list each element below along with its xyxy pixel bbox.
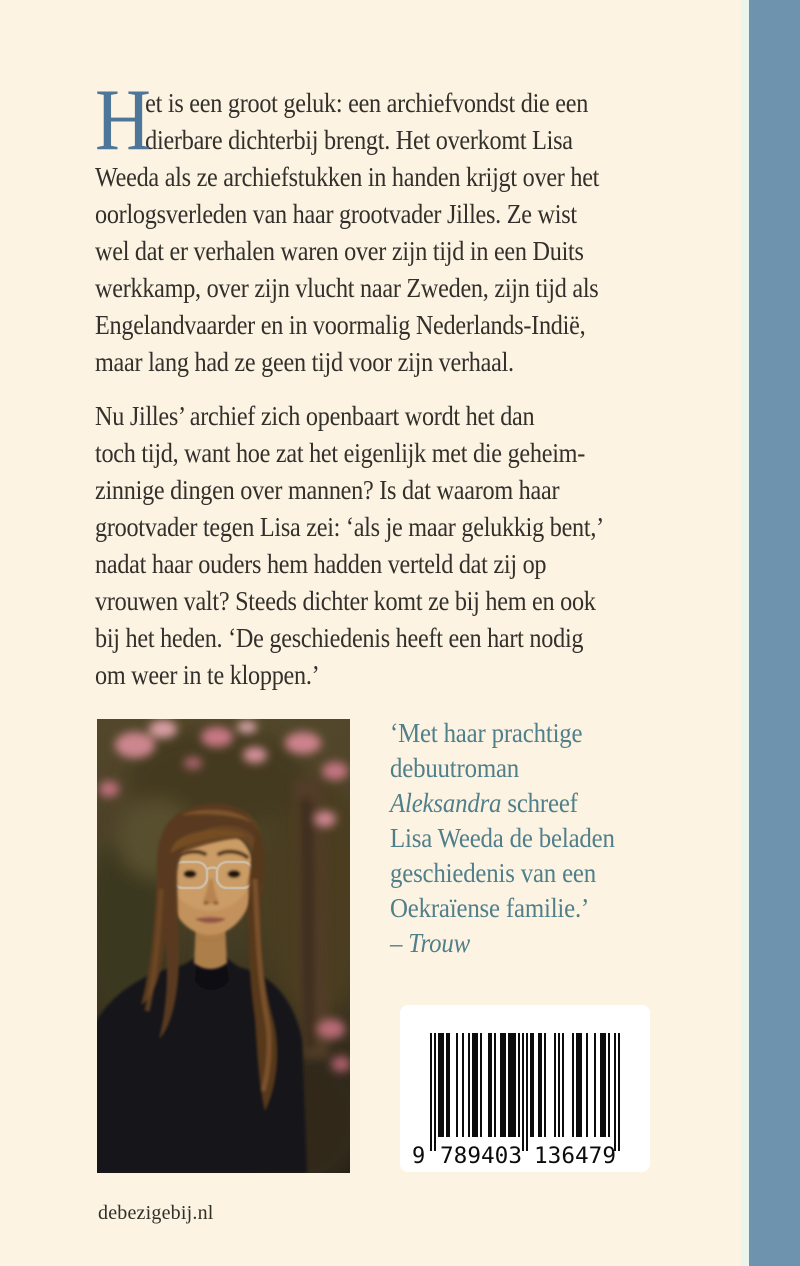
text-line: grootvader tegen Lisa zei: ‘als je maar gelukkig bent,’ [95,511,604,542]
blue-spine-stripe [749,0,800,1266]
text-line: maar lang had ze geen tijd voor zijn verhaal. [95,346,514,377]
text-line: ‘Met haar prachtige [390,718,583,748]
text-line: Engelandvaarder en in voormalig Nederlands-Indië, [95,309,586,340]
text-line: werkkamp, over zijn vlucht naar Zweden, zijn tijd als [95,272,599,303]
text-line: toch tijd, want hoe zat het eigenlijk met die geheim- [95,437,586,468]
text-line: debuutroman [390,753,520,783]
text-line: et is een groot geluk: een archiefvondst die een [145,87,589,118]
text-line: Weeda als ze archiefstukken in handen krijgt over het [95,161,600,192]
text-line: – Trouw [390,928,470,958]
svg-text:789403: 789403 [440,1144,522,1169]
author-photo [97,719,350,1173]
text-line: om weer in te kloppen.’ [95,659,320,690]
blurb-text [95,72,658,693]
text-line: Nu Jilles’ archief zich openbaart wordt het dan [95,400,535,431]
text-line: wel dat er verhalen waren over zijn tijd in een Duits [95,235,584,266]
text-line: dierbare dichterbij brengt. Het overkomt Lisa [145,124,573,155]
barcode-box [400,1005,650,1172]
text-line: Aleksandra schreef [390,788,578,818]
text-line: nadat haar ouders hem hadden verteld dat zij op [95,548,547,579]
blurb-paragraph-2 [95,397,658,693]
blurb-paragraph-1 [95,72,658,380]
text-line: geschiedenis van een [390,858,596,888]
publisher-website: debezigebij.nl [98,1202,214,1224]
dropcap-letter: H [95,72,151,169]
paragraph-1-lines [95,158,658,380]
dropcap-indented-lines [95,72,658,169]
ean13-barcode [400,1005,650,1172]
text-line: Lisa Weeda de beladen [390,823,615,853]
text-line: zinnige dingen over mannen? Is dat waarom haar [95,474,560,505]
press-quote [390,716,694,961]
svg-text:136479: 136479 [534,1144,616,1169]
svg-text:9: 9 [412,1144,426,1169]
text-line: oorlogsverleden van haar grootvader Jilles. Ze wist [95,198,577,229]
text-line: vrouwen valt? Steeds dichter komt ze bij hem en ook [95,585,596,616]
text-line: Oekraïense familie.’ [390,893,590,923]
stripe-edge-line [741,0,749,1266]
text-line: bij het heden. ‘De geschiedenis heeft een hart nodig [95,622,584,653]
